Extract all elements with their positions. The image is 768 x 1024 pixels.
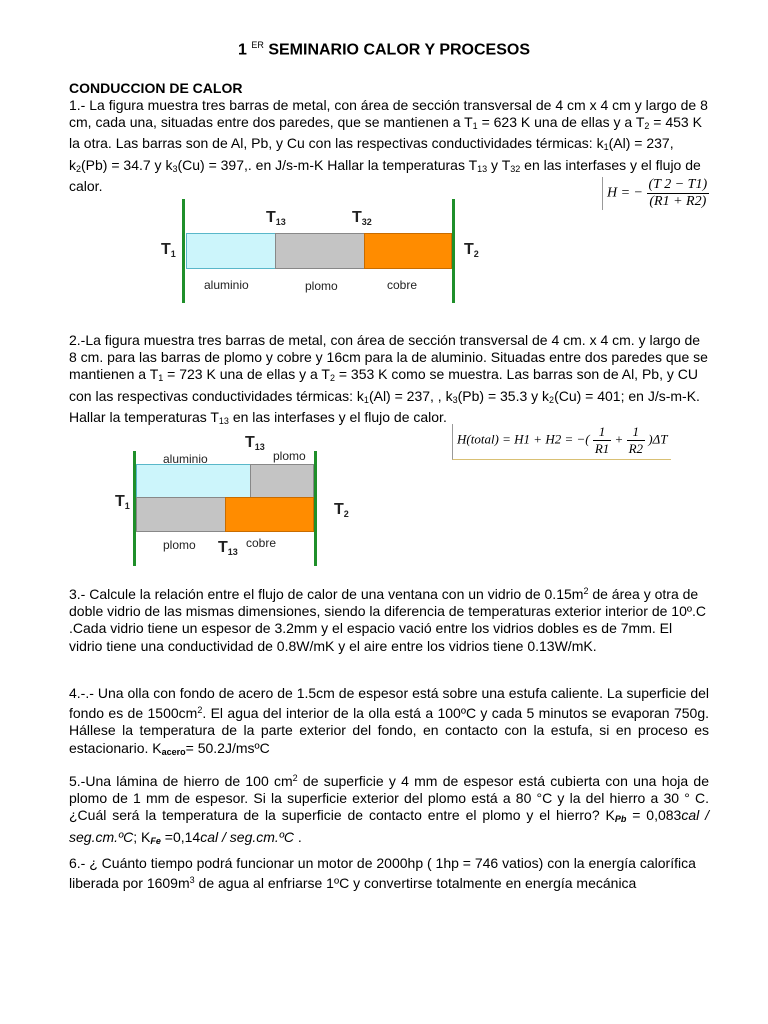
wall-right [314,451,317,566]
label-t1: $T_1$ [115,493,130,511]
problem-3: 3.- Calcule la relación entre el flujo de calor de una ventana con un vidrio de $0.15m^2$ de área y otra de doble vidrio de las mismas dimensiones, siendo la diferencia de temperaturas exterior interior de 10º.C .Cada vidrio tiene un espesor de 3.2mm y el espacio vació entre los vidrios dobles es de 7mm. El vidrio tiene una conductividad de 0.8W/mK y el aire entre los vidrios tiene 0.13W/mK. [69,586,706,654]
formula-total-heat-flow: H(total) = H1 + H2 = −( $\frac{1}{R1}$ + $\frac{1}{R2}$ )ΔT [452,424,671,460]
bar-plomo [275,233,365,269]
formula-heat-flow: H = − $\frac{(T 2 - T1)}{(R1 + R2)}$ [602,177,709,210]
label-plomo-top: plomo [273,449,306,463]
bar-plomo-top [250,464,314,498]
problem-4: 4.-.- Una olla con fondo de acero de 1.5cm de espesor está sobre una estufa caliente. La superficie del fondo es de $1500cm^2$. El agua del interior de la olla está a 100ºC y cada 5 minutos se evaporan 750g. Hállese la temperatura de la parte exterior del fondo, en contacto con la estufa, si en proceso es estacionario. $K_{acero}=$ 50.2J/msºC [69,685,709,757]
label-t32: $T_{32}$ [352,209,372,227]
label-t1: $T_1$ [161,241,176,259]
problem-6: 6.- ¿ Cuánto tiempo podrá funcionar un motor de 2000hp ( 1hp = 746 vatios) con la energía calorífica liberada por $1609m^3$ de agua al enfriarse 1ºC y convertirse totalmente en energía mecánica [69,855,696,892]
label-aluminio: aluminio [204,278,249,292]
bar-cobre [364,233,452,269]
wall-right [452,199,455,303]
label-t13-top: $T_{13}$ [245,434,265,452]
label-t13-bottom: $T_{13}$ [218,539,238,557]
label-plomo-bottom: plomo [163,538,196,552]
label-aluminio: aluminio [163,452,208,466]
bar-cobre [225,497,314,532]
bar-aluminio [186,233,276,269]
label-t2: $T_2$ [464,241,479,259]
label-cobre: cobre [246,536,277,550]
label-t2: $T_2$ [334,501,349,519]
label-cobre: cobre [387,278,418,292]
wall-left [182,199,185,303]
problem-5: 5.-Una lámina de hierro de 100 $cm^2$ de superficie y 4 mm de espesor está cubierta con una hoja de plomo de 1 mm de espesor. Si la superficie exterior del plomo está a 80 °C y la del hierro a 30 ° C. ¿Cuál será la temperatura de la superficie de contacto entre el plomo y el hierro? $K_{Pb} = 0,083cal$ / seg.cm.ºC; $K_{Fe} =0,14cal$ / seg.cm.ºC . [69,773,709,846]
problem-1: 1.- La figura muestra tres barras de metal, con área de sección transversal de 4 cm x 4 cm y largo de 8 cm, cada una, situadas entre dos paredes, que se mantienen a $T_1 = 623$ K una de ellas y a $T_2 = 453$ K la otra. Las barras son de Al, Pb, y Cu con las respectivas conductividades térmicas: $k_1(Al) = 237$, $k_2(Pb) = 34.7$ y $k_3(Cu) = 397$,. en J/s-m-K Hallar la temperaturas $T_{13}$ y $T_{32}$ en las interfases y el flujo de calor. [69,97,708,194]
label-t13: $T_{13}$ [266,209,286,227]
page-title: 1 $^{ER}$ SEMINARIO CALOR Y PROCESOS [238,40,530,59]
label-plomo: plomo [305,279,338,293]
problem-2: 2.-La figura muestra tres barras de metal, con área de sección transversal de 4 cm. x 4 cm. y largo de 8 cm. para las barras de plomo y cobre y 16cm para la de aluminio. Situadas entre dos paredes que se mantienen a $T_1 = 723$ K una de ellas y a $T_2 = 353$ K como se muestra. Las barras son de Al, Pb, y CU con las respectivas conductividades térmicas: $k_1(Al) = 237$, , $k_3(Pb) = 35.3$ y $k_2(Cu) = 401$; en J/s-m-K. Hallar la temperaturas $T_{13}$ en las interfases y el flujo de calor. [69,332,708,426]
bar-plomo-bottom [136,497,226,532]
section-heading: CONDUCCION DE CALOR [69,80,243,96]
bar-aluminio [136,464,251,498]
